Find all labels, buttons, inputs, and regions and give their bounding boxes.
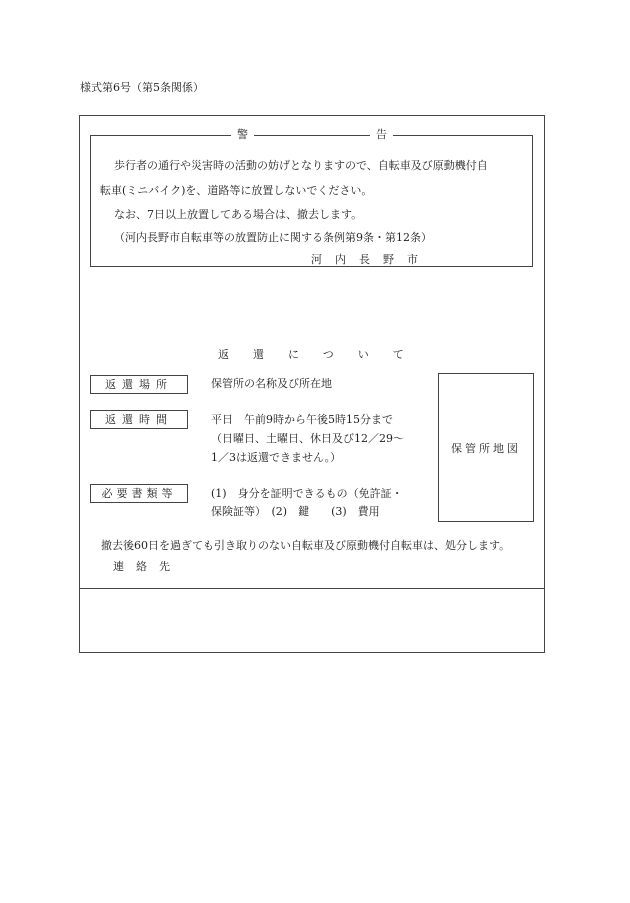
return-time-label: 返還時間 xyxy=(90,410,188,429)
contact-divider xyxy=(79,588,545,589)
required-documents-label: 必要書類等 xyxy=(90,484,188,503)
warning-text-line: なお、7日以上放置してある場合は、撤去します。 xyxy=(114,208,363,221)
form-number: 様式第6号（第5条関係） xyxy=(80,81,204,94)
disposal-notice: 撤去後60日を過ぎても引き取りのない自転車及び原動機付自転車は、処分します。 xyxy=(101,539,511,552)
return-place-value: 保管所の名称及び所在地 xyxy=(211,377,332,390)
warning-text-line: 転車(ミニバイク)を、道路等に放置しないでください。 xyxy=(100,184,373,197)
return-time-line: 1／3は返還できません。） xyxy=(211,451,342,464)
warning-box xyxy=(90,135,533,267)
warning-ordinance-reference: （河内長野市自転車等の放置防止に関する条例第9条・第12条） xyxy=(114,231,432,244)
warning-text-line: 歩行者の通行や災害時の活動の妨げとなりますので、自転車及び原動機付自 xyxy=(114,159,488,172)
required-documents-line: 保険証等） (2) 鍵 (3) 費用 xyxy=(211,505,380,518)
contact-label: 連絡先 xyxy=(113,560,182,573)
return-heading: 返還について xyxy=(218,348,428,361)
warning-signature: 河内長野市 xyxy=(311,253,431,266)
return-place-label: 返還場所 xyxy=(90,375,188,394)
storage-map-label: 保管所地図 xyxy=(451,442,521,455)
return-time-line: 平日 午前9時から午後5時15分まで xyxy=(211,413,393,426)
warning-title-char-1: 警 xyxy=(231,128,254,142)
warning-title-char-2: 告 xyxy=(370,128,393,142)
required-documents-line: (1) 身分を証明できるもの（免許証・ xyxy=(211,487,403,500)
return-time-line: （日曜日、土曜日、休日及び12／29～ xyxy=(211,432,404,445)
